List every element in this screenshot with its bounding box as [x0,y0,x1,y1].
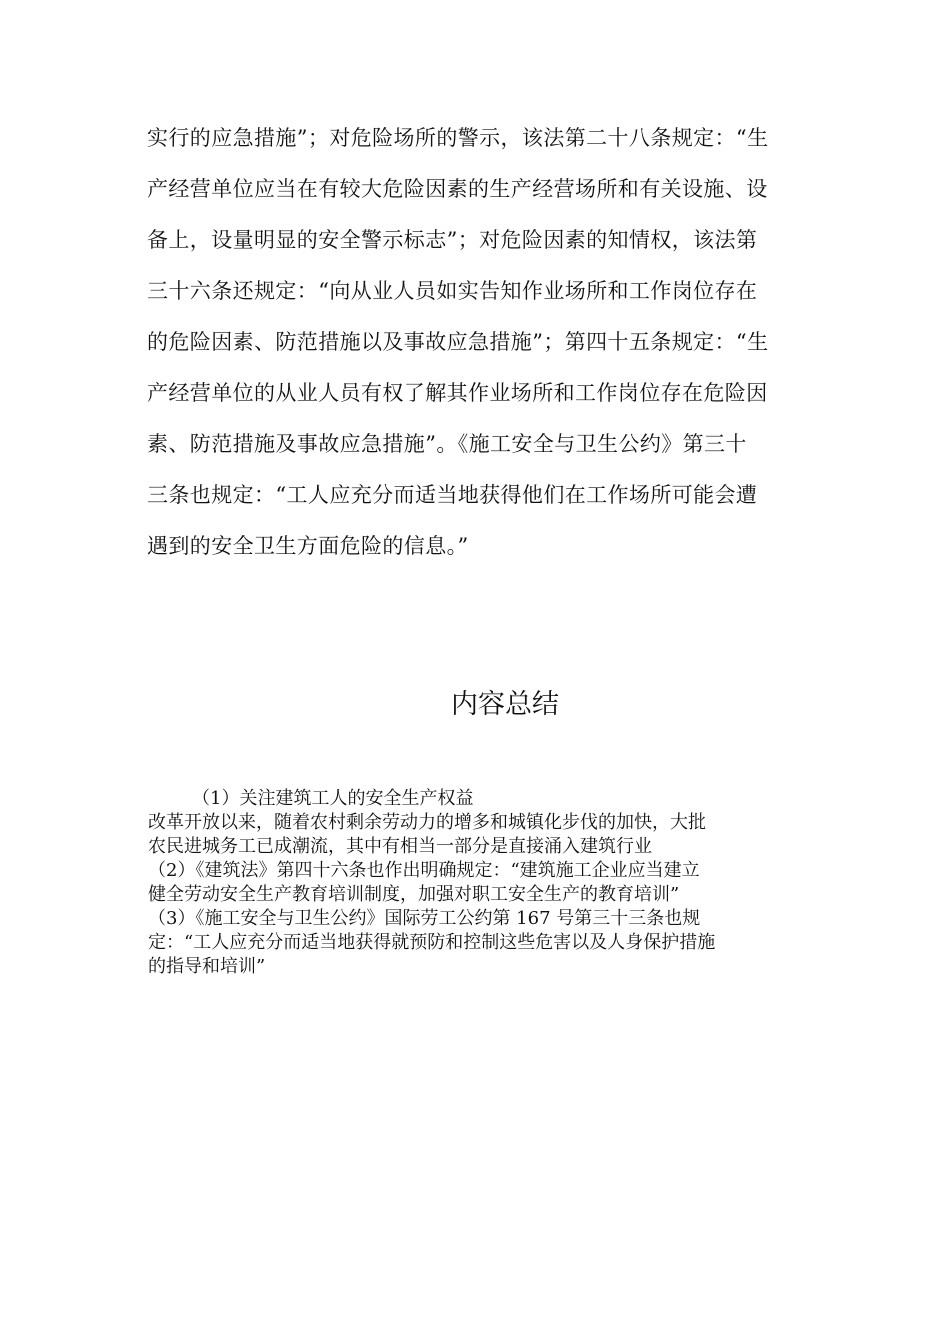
summary-line: （3）《施工安全与卫生公约》国际劳工公约第 167 号第三十三条也规 [148,908,701,929]
summary-line: （2）《建筑法》第四十六条也作出明确规定：“建筑施工企业应当建立 [148,860,700,881]
summary-line: 改革开放以来，随着农村剩余劳动力的增多和城镇化步伐的加快，大批 [148,812,706,833]
summary-line: （1）关注建筑工人的安全生产权益 [192,788,474,809]
summary-line: 的指导和培训” [148,956,266,977]
summary-title: 内容总结 [451,689,559,720]
body-line: 三条也规定：“工人应充分而适当地获得他们在工作场所可能会遭 [147,483,758,507]
body-line: 产经营单位的从业人员有权了解其作业场所和工作岗位存在危险因 [147,381,768,405]
body-line: 产经营单位应当在有较大危险因素的生产经营场所和有关设施、设 [147,177,768,201]
body-paragraph [147,113,812,572]
body-line: 备上，设量明显的安全警示标志”；对危险因素的知情权，该法第 [147,228,758,252]
summary-line: 农民进城务工已成潮流，其中有相当一部分是直接涌入建筑行业 [148,836,652,857]
summary-line: 定：“工人应充分而适当地获得就预防和控制这些危害以及人身保护措施 [148,932,716,953]
body-line: 的危险因素、防范措施以及事故应急措施”；第四十五条规定：“生 [147,330,769,354]
summary-line: 健全劳动安全生产教育培训制度，加强对职工安全生产的教育培训” [148,884,680,905]
body-line: 遇到的安全卫生方面危险的信息。” [147,534,469,558]
body-line: 实行的应急措施”；对危险场所的警示，该法第二十八条规定：“生 [147,126,769,150]
summary-section [148,787,813,979]
body-line: 三十六条还规定：“向从业人员如实告知作业场所和工作岗位存在 [147,279,758,303]
body-line: 素、防范措施及事故应急措施”。《施工安全与卫生公约》第三十 [147,432,747,456]
